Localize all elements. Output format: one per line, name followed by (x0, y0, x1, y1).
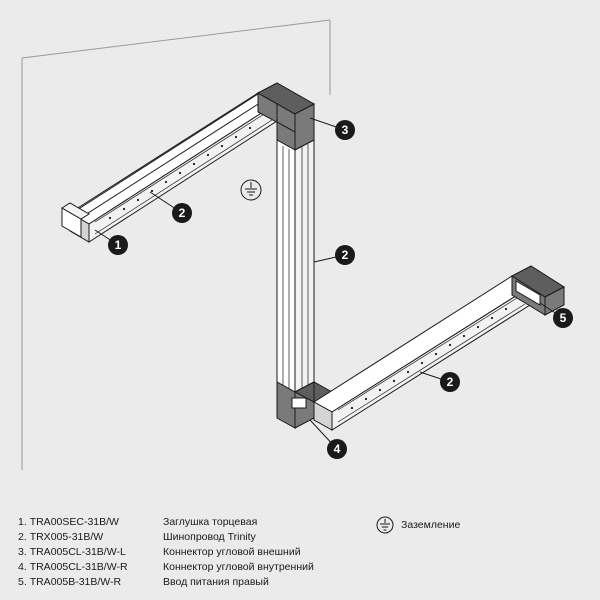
callout-2-vertical[interactable]: 2 (335, 245, 355, 265)
earth-ground-icon (375, 516, 395, 534)
track-segment-vertical (277, 140, 314, 392)
legend-code-5: 5. TRA005B-31B/W-R (18, 576, 122, 588)
legend-desc-2: Шинопровод Trinity (163, 531, 256, 543)
corner-connector-outer (258, 83, 314, 150)
callout-4[interactable]: 4 (327, 439, 347, 459)
track-segment-bottom-right (314, 276, 530, 430)
legend-code-4: 4. TRA005CL-31B/W-R (18, 561, 128, 573)
legend-ground-label: Заземление (401, 519, 461, 531)
callout-3[interactable]: 3 (335, 120, 355, 140)
callout-2-top[interactable]: 2 (172, 203, 192, 223)
legend-code-3: 3. TRA005CL-31B/W-L (18, 546, 126, 558)
legend-desc-1: Заглушка торцевая (163, 516, 258, 528)
callout-1[interactable]: 1 (108, 235, 128, 255)
callout-2-bottom[interactable]: 2 (440, 372, 460, 392)
legend (0, 508, 600, 600)
legend-code-2: 2. TRX005-31B/W (18, 531, 104, 543)
track-segment-top-left (62, 93, 277, 242)
legend-desc-5: Ввод питания правый (163, 576, 269, 588)
callout-5[interactable]: 5 (553, 308, 573, 328)
legend-code-1: 1. TRA00SEC-31B/W (18, 516, 119, 528)
legend-desc-3: Коннектор угловой внешний (163, 546, 301, 558)
legend-desc-4: Коннектор угловой внутренний (163, 561, 314, 573)
earth-ground-symbol (241, 180, 261, 200)
